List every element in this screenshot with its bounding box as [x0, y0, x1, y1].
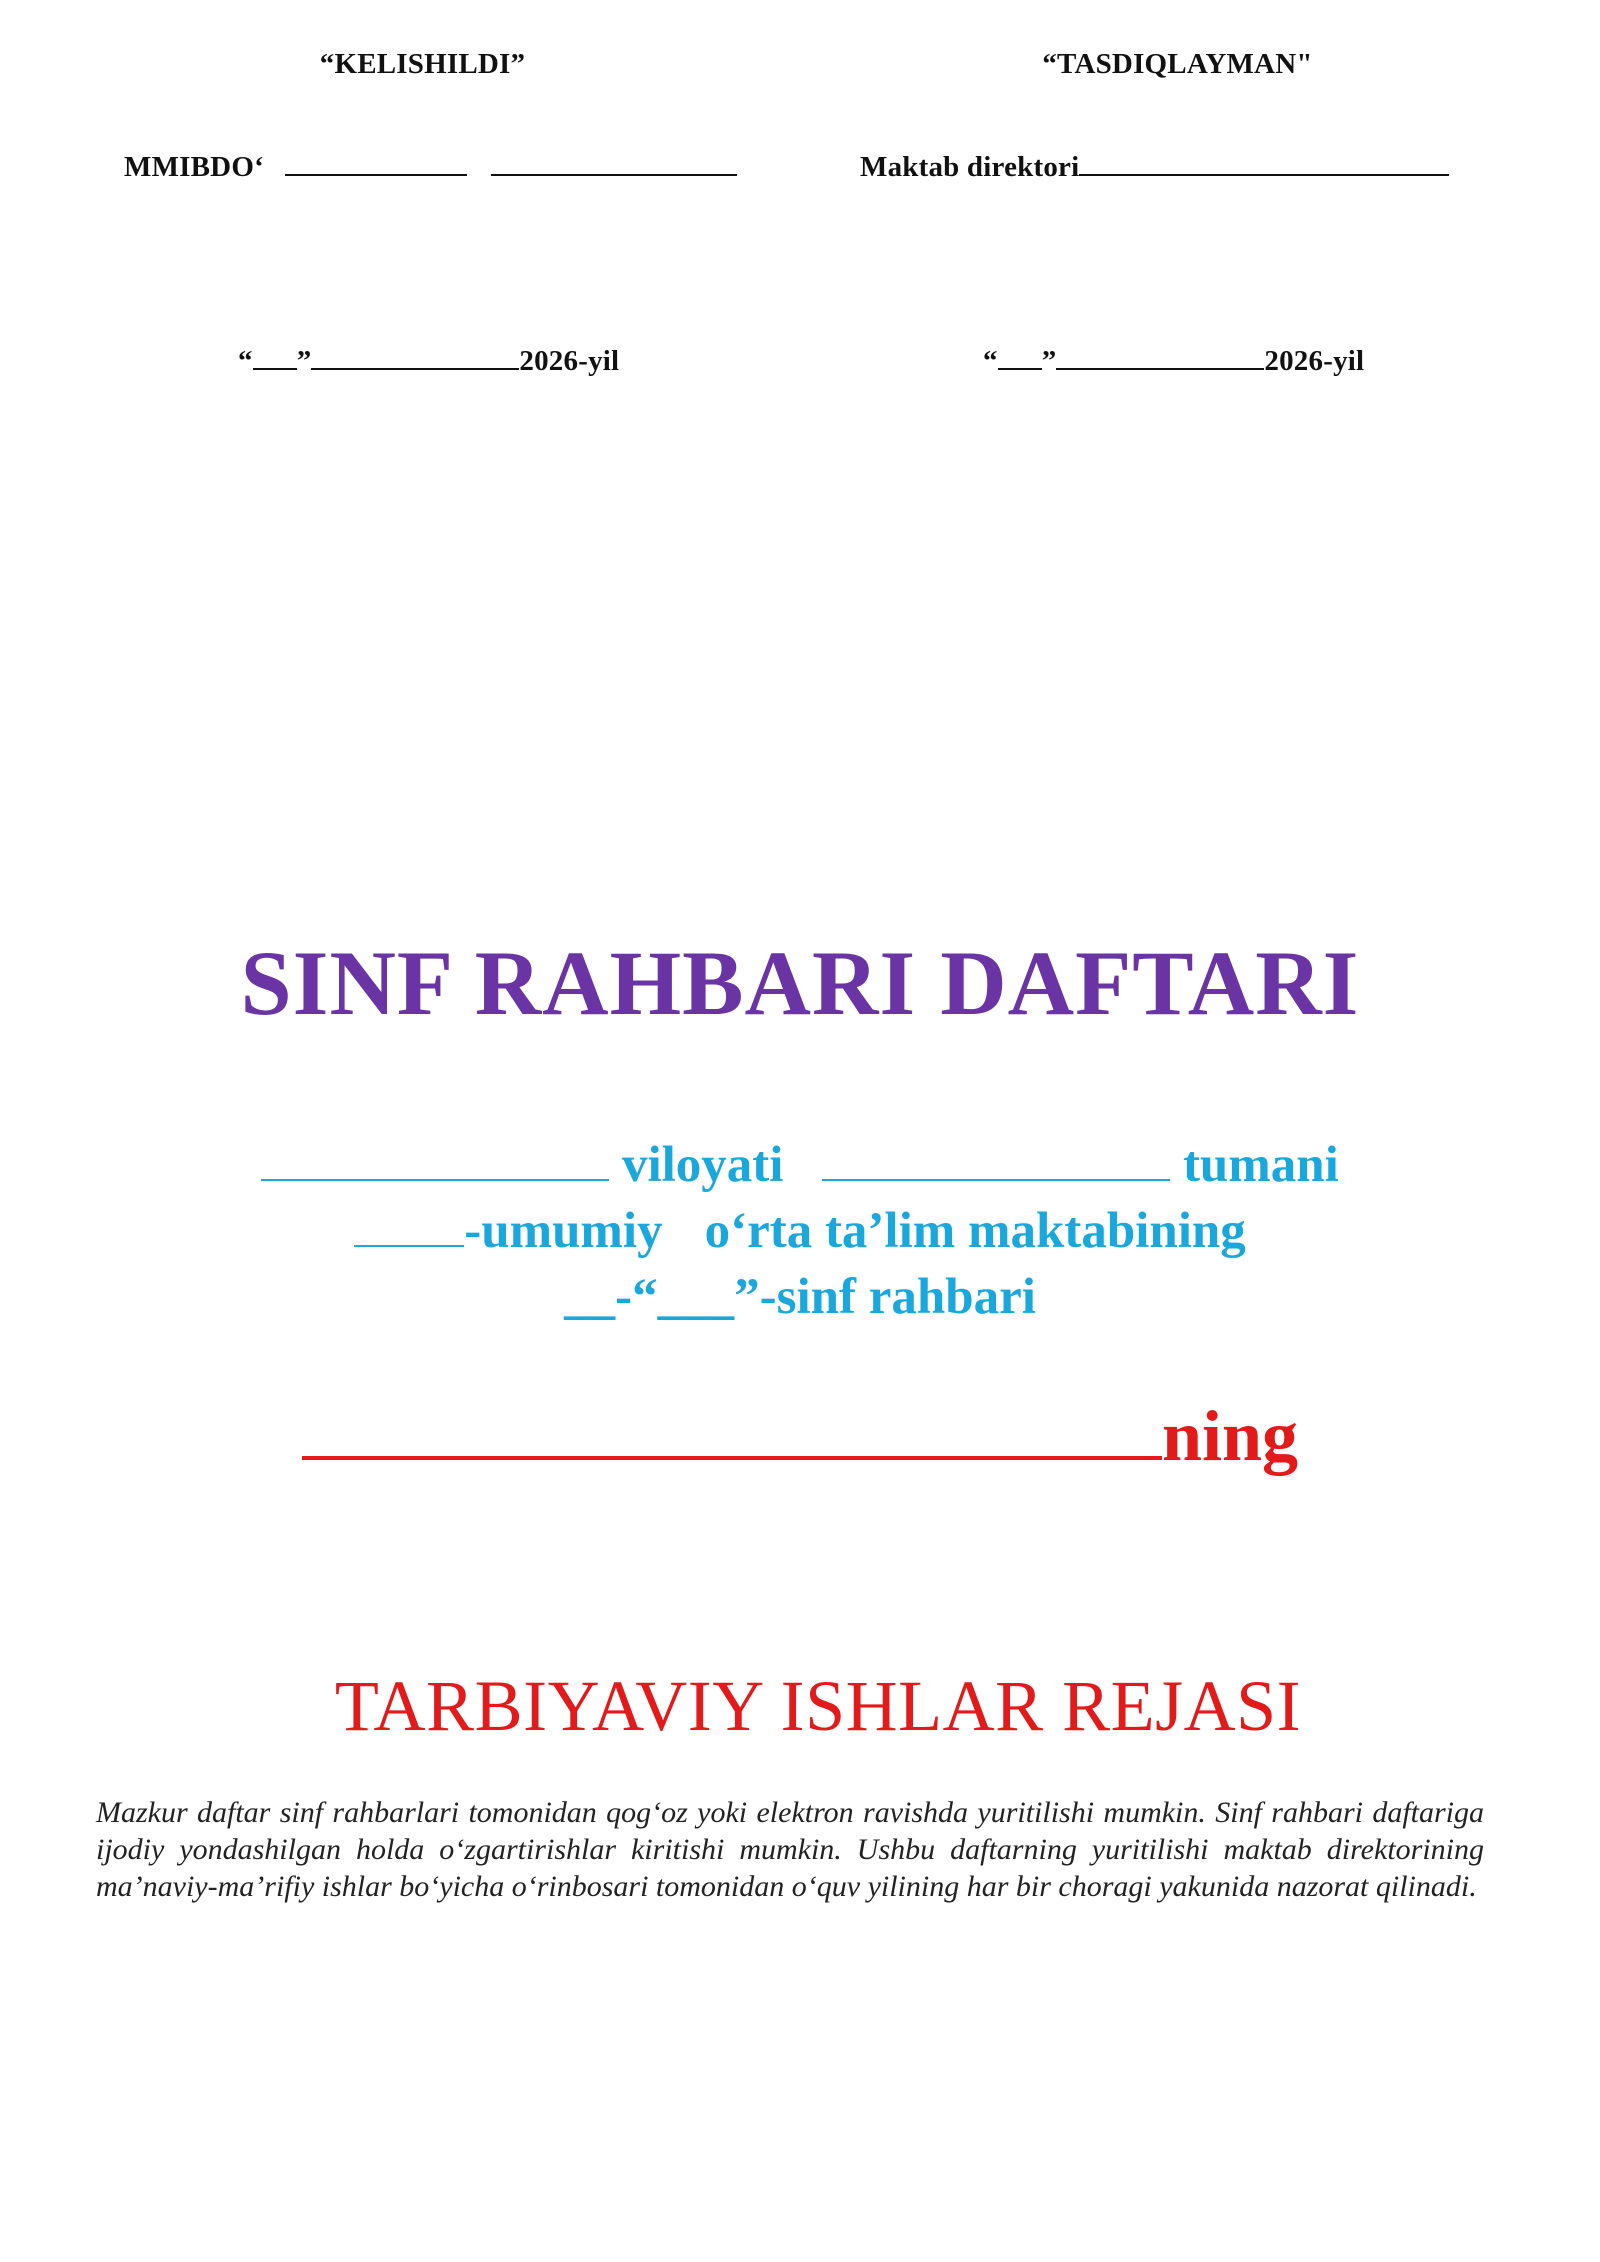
- teacher-name-line: [0, 1395, 1600, 1478]
- left-date-line: [238, 344, 619, 378]
- right-signature-block: [860, 150, 1449, 184]
- right-signer-label: Maktab direktori: [860, 151, 1080, 183]
- left-date-month-blank: [311, 344, 519, 370]
- region-district-line: [0, 1136, 1600, 1194]
- teacher-name-suffix: ning: [1161, 1396, 1299, 1476]
- right-date-open-quote: “: [983, 345, 998, 377]
- left-signature-line-2: [491, 150, 737, 176]
- left-date-close-quote: ”: [296, 345, 312, 377]
- teacher-name-blank: [302, 1400, 1162, 1460]
- right-date-year: 2026-yil: [1264, 345, 1365, 377]
- region-label: viloyati: [621, 1137, 784, 1193]
- left-signature-line-1: [285, 150, 467, 176]
- school-number-blank: [354, 1221, 464, 1247]
- school-type-label: o‘rta ta’lim maktabining: [704, 1203, 1246, 1259]
- left-signer-label: MMIBDO‘: [124, 151, 264, 183]
- district-blank: [822, 1155, 1170, 1181]
- right-date-month-blank: [1056, 344, 1264, 370]
- agreed-heading: “KELISHILDI”: [319, 48, 526, 80]
- notebook-title: SINF RAHBARI DAFTARI: [240, 932, 1360, 1034]
- class-teacher-line: __-“___”-sinf rahbari: [564, 1269, 1036, 1325]
- right-date-line: [983, 344, 1364, 378]
- approved-heading: “TASDIQLAYMAN": [1042, 48, 1313, 80]
- district-label: tumani: [1182, 1137, 1339, 1193]
- school-general-label: -umumiy: [464, 1203, 663, 1259]
- left-date-day-blank: [253, 344, 297, 370]
- school-line: [0, 1202, 1600, 1260]
- right-date-close-quote: ”: [1041, 345, 1057, 377]
- left-signature-block: [124, 150, 737, 184]
- left-date-year: 2026-yil: [519, 345, 620, 377]
- plan-subtitle: TARBIYAVIY ISHLAR REJASI: [334, 1666, 1302, 1746]
- left-date-open-quote: “: [238, 345, 253, 377]
- region-blank: [261, 1155, 609, 1181]
- usage-note: Mazkur daftar sinf rahbarlari tomonidan qog‘oz yoki elektron ravishda yuritilishi mumkin. Sinf rahbari daftariga ijodiy yondashilgan holda o‘zgartirishlar kiritishi mumkin. Ushbu daftarning yuritilishi maktab direktorining ma’naviy-ma’rifiy ishlar bo‘yicha o‘rinbosari tomonidan o‘quv yilining har bir choragi yakunida nazorat qilinadi.: [96, 1796, 1484, 1903]
- right-signature-line: [1079, 150, 1449, 176]
- right-date-day-blank: [998, 344, 1042, 370]
